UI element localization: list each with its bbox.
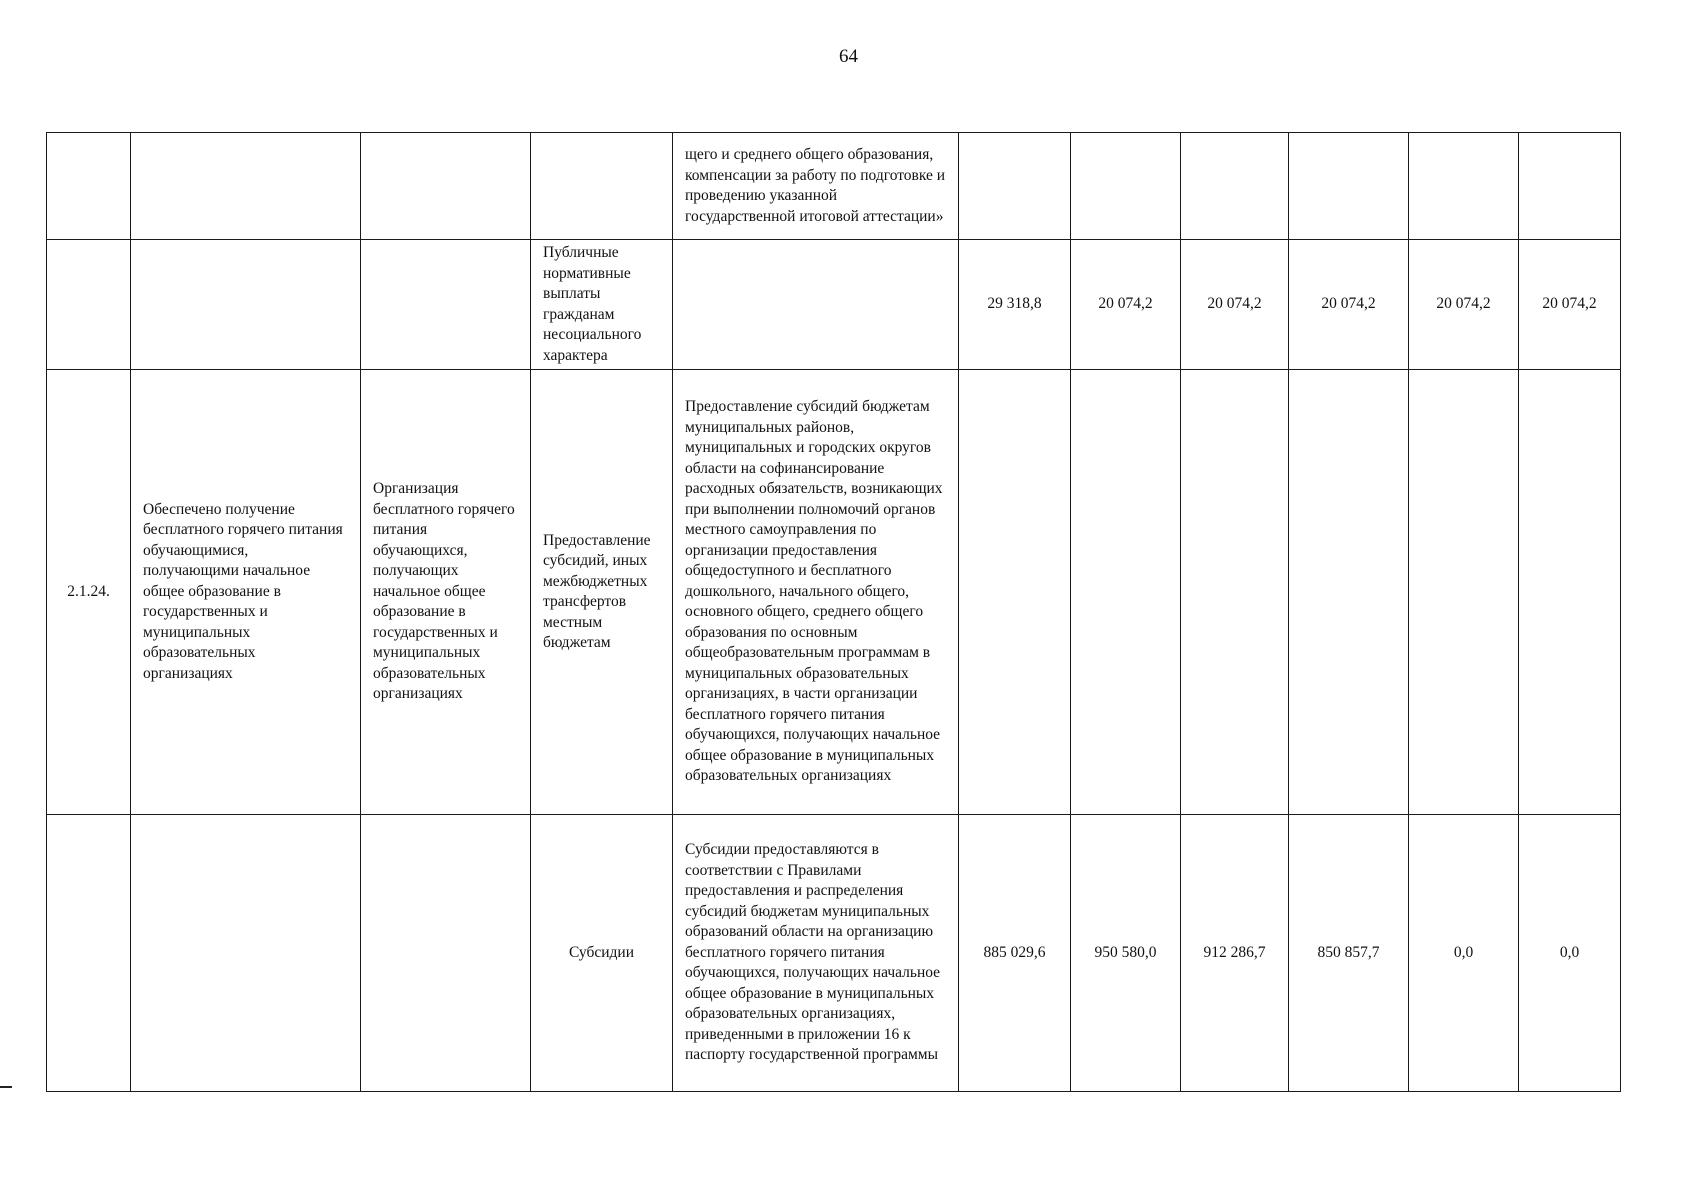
cell-value: 950 580,0 [1071, 815, 1181, 1092]
cell-value: 885 029,6 [959, 815, 1071, 1092]
cell-value [1071, 133, 1181, 240]
cell-value [1071, 370, 1181, 815]
cell-mechanism: Субсидии [531, 815, 673, 1092]
cell-value: 20 074,2 [1519, 240, 1621, 370]
cell-value: 850 857,7 [1289, 815, 1409, 1092]
cell-value [959, 370, 1071, 815]
table-row [47, 370, 1621, 815]
page-number: 64 [839, 46, 858, 67]
cell-value [1409, 133, 1519, 240]
cell-measure [361, 240, 531, 370]
cell-code [47, 815, 131, 1092]
cell-value [1409, 370, 1519, 815]
cell-value [1289, 133, 1409, 240]
cell-value [1289, 370, 1409, 815]
cell-code: 2.1.24. [47, 370, 131, 815]
cell-value [1519, 370, 1621, 815]
cell-mechanism: Публичные нормативные выплаты гражданам несоциального характера [531, 240, 673, 370]
cell-code [47, 133, 131, 240]
cell-value: 20 074,2 [1289, 240, 1409, 370]
cell-value: 20 074,2 [1181, 240, 1289, 370]
edge-mark [0, 1086, 12, 1088]
cell-value [1181, 133, 1289, 240]
cell-description: Субсидии предоставляются в соответствии с Правилами предоставления и распределения субсидий бюджетам муниципальных образований области на организацию бесплатного горячего питания обучающихся, получающих начальное общее образование в муниципальных образовательных организациях, приведенными в приложении 16 к паспорту государственной программы [673, 815, 959, 1092]
cell-result: Обеспечено получение бесплатного горячего питания обучающимися, получающими начальное общее образование в государственных и муниципальных образовательных организациях [131, 370, 361, 815]
cell-value [1519, 133, 1621, 240]
table-row [47, 133, 1621, 240]
cell-description: щего и среднего общего образования, компенсации за работу по подготовке и проведению указанной государственной итоговой аттестации» [673, 133, 959, 240]
table-row [47, 815, 1621, 1092]
cell-value: 0,0 [1519, 815, 1621, 1092]
budget-table [46, 132, 1621, 1092]
cell-value: 20 074,2 [1071, 240, 1181, 370]
cell-description [673, 240, 959, 370]
cell-result [131, 240, 361, 370]
cell-mechanism [531, 133, 673, 240]
cell-description: Предоставление субсидий бюджетам муниципальных районов, муниципальных и городских округов области на софинансирование расходных обязательств, возникающих при выполнении полномочий органов местного самоуправления по организации предоставления общедоступного и бесплатного дошкольного, начального общего, основного общего, среднего общего образования по основным общеобразовательным программам в муниципальных образовательных организациях, в части организации бесплатного горячего питания обучающихся, получающих начальное общее образование в муниципальных образовательных организациях [673, 370, 959, 815]
cell-code [47, 240, 131, 370]
cell-measure: Организация бесплатного горячего питания обучающихся, получающих начальное общее образование в государственных и муниципальных образовательных организациях [361, 370, 531, 815]
cell-measure [361, 133, 531, 240]
cell-value: 29 318,8 [959, 240, 1071, 370]
cell-result [131, 133, 361, 240]
table-row [47, 240, 1621, 370]
cell-result [131, 815, 361, 1092]
cell-mechanism: Предоставление субсидий, иных межбюджетных трансфертов местным бюджетам [531, 370, 673, 815]
cell-measure [361, 815, 531, 1092]
cell-value: 20 074,2 [1409, 240, 1519, 370]
cell-value [1181, 370, 1289, 815]
cell-value [959, 133, 1071, 240]
cell-value: 0,0 [1409, 815, 1519, 1092]
cell-value: 912 286,7 [1181, 815, 1289, 1092]
